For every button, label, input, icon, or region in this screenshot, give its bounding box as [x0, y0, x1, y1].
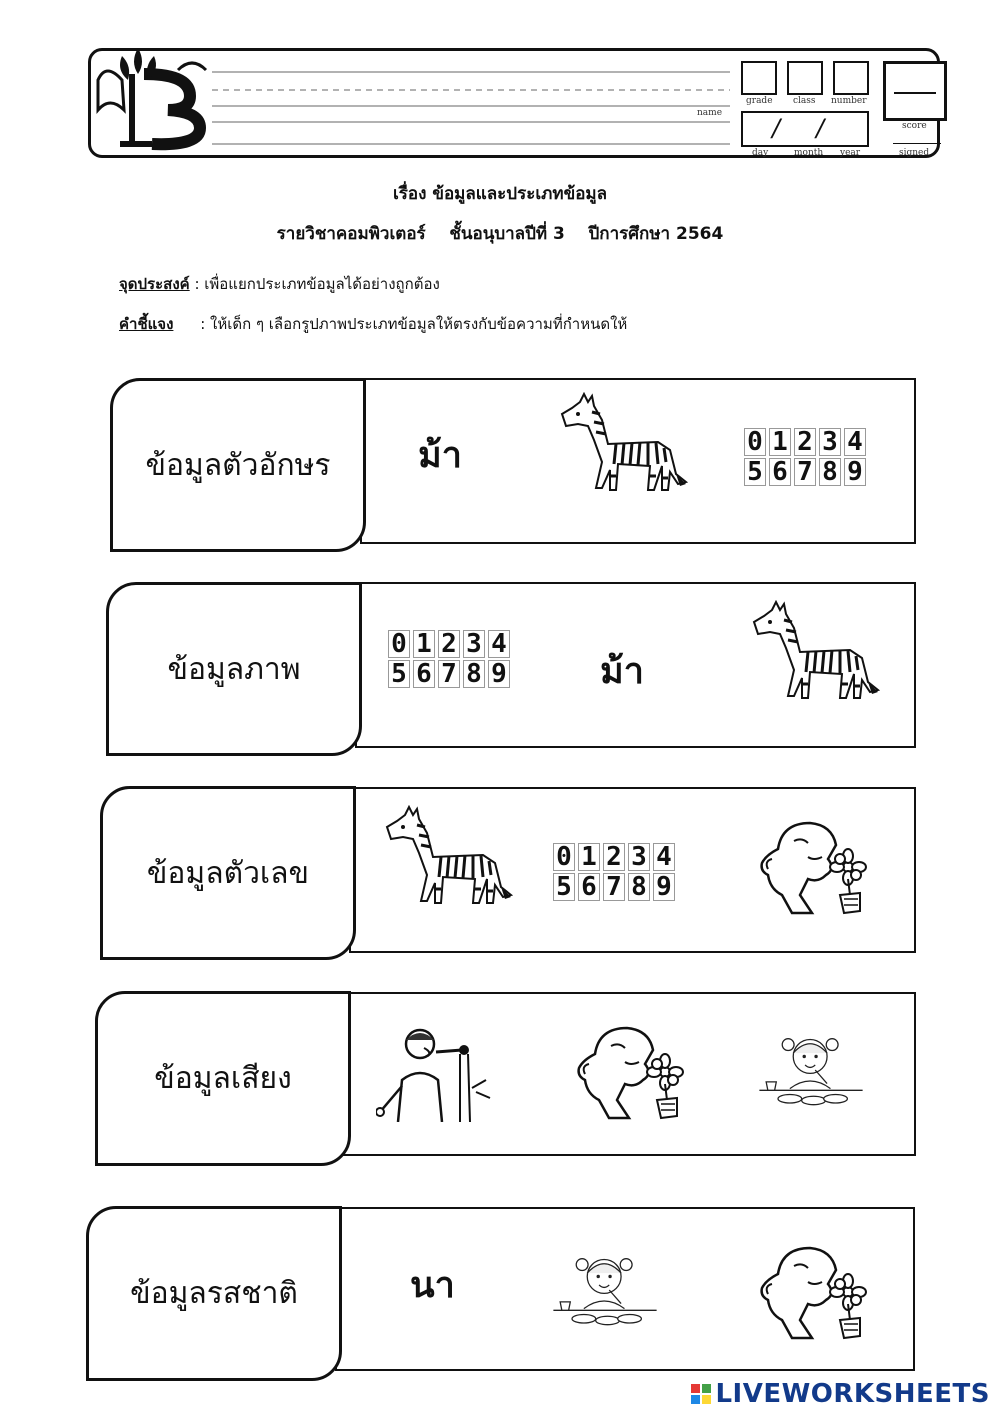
grade-box[interactable] — [741, 61, 777, 95]
worksheet-subtitle: รายวิชาคอมพิวเตอร์ ชั้นอนุบาลปีที่ 3 ปีการศึกษา 2564 — [276, 224, 724, 244]
digit: 1 — [578, 843, 600, 871]
digit: 1 — [769, 428, 791, 456]
instruction-text: : ให้เด็ก ๆ เลือกรูปภาพประเภทข้อมูลให้ตรงกับข้อความที่กำหนดให้ — [200, 315, 628, 333]
number-box[interactable] — [833, 61, 869, 95]
month-label: month — [794, 148, 824, 158]
row-2-label: ข้อมูลภาพ — [106, 582, 362, 756]
digit: 0 — [744, 428, 766, 456]
digit: 7 — [603, 873, 625, 901]
digits-icon[interactable] — [553, 843, 675, 901]
digit: 0 — [388, 630, 410, 658]
digit: 3 — [628, 843, 650, 871]
score-box[interactable] — [883, 61, 947, 121]
girl-eating-icon[interactable] — [756, 1020, 866, 1120]
zebra-icon[interactable] — [383, 805, 513, 905]
name-lines — [212, 66, 732, 146]
option-word-horse[interactable]: ม้า — [418, 435, 462, 476]
liveworksheets-watermark[interactable] — [691, 1379, 990, 1409]
digit: 8 — [628, 873, 650, 901]
class-label: class — [793, 96, 816, 106]
digit: 9 — [653, 873, 675, 901]
digit: 1 — [413, 630, 435, 658]
digit: 3 — [463, 630, 485, 658]
digit: 5 — [744, 458, 766, 486]
digit: 9 — [844, 458, 866, 486]
liveworksheets-logo-icon — [691, 1384, 711, 1404]
signed-label: signed — [899, 148, 930, 158]
class-box[interactable] — [787, 61, 823, 95]
smelling-flower-icon[interactable] — [752, 815, 882, 915]
row-3-label: ข้อมูลตัวเลข — [100, 786, 356, 960]
instruction — [119, 312, 627, 336]
grade-label: grade — [746, 96, 773, 106]
worksheet-title: เรื่อง ข้อมูลและประเภทข้อมูล — [392, 184, 608, 204]
digit: 7 — [438, 660, 460, 688]
row-1-label: ข้อมูลตัวอักษร — [110, 378, 366, 552]
digit: 6 — [413, 660, 435, 688]
digits-icon[interactable] — [388, 630, 510, 688]
digit: 2 — [794, 428, 816, 456]
girl-eating-icon[interactable] — [550, 1240, 660, 1340]
date-box[interactable] — [741, 111, 869, 147]
digit: 4 — [844, 428, 866, 456]
objective — [119, 272, 440, 296]
digit: 5 — [553, 873, 575, 901]
digit: 2 — [438, 630, 460, 658]
digit: 7 — [794, 458, 816, 486]
digit: 3 — [819, 428, 841, 456]
smelling-flower-icon[interactable] — [569, 1020, 699, 1120]
option-word-horse[interactable]: ม้า — [600, 651, 644, 692]
watermark-text: LIVEWORKSHEETS — [715, 1379, 990, 1409]
singer-icon[interactable] — [376, 1022, 506, 1122]
zebra-icon[interactable] — [750, 600, 880, 700]
instruction-label: คำชี้แจง — [119, 315, 174, 333]
digits-icon[interactable] — [744, 428, 866, 486]
school-logo-icon — [92, 40, 210, 152]
date-separator-2: / — [816, 114, 825, 142]
digit: 2 — [603, 843, 625, 871]
digit: 8 — [463, 660, 485, 688]
number-label: number — [831, 96, 867, 106]
digit: 0 — [553, 843, 575, 871]
date-separator-1: / — [772, 114, 781, 142]
digit: 4 — [653, 843, 675, 871]
name-label: name — [697, 108, 723, 118]
option-word-field[interactable]: นา — [410, 1265, 455, 1306]
score-label: score — [902, 121, 927, 131]
digit: 5 — [388, 660, 410, 688]
day-label: day — [752, 148, 769, 158]
signed-line — [893, 143, 941, 144]
zebra-icon[interactable] — [558, 392, 688, 492]
digit: 6 — [578, 873, 600, 901]
row-5-label: ข้อมูลรสชาติ — [86, 1206, 342, 1381]
digit: 4 — [488, 630, 510, 658]
digit: 8 — [819, 458, 841, 486]
smelling-flower-icon[interactable] — [752, 1240, 882, 1340]
year-label: year — [840, 148, 861, 158]
digit: 6 — [769, 458, 791, 486]
objective-label: จุดประสงค์ — [119, 275, 190, 293]
row-4-label: ข้อมูลเสียง — [95, 991, 351, 1166]
digit: 9 — [488, 660, 510, 688]
objective-text: : เพื่อแยกประเภทข้อมูลได้อย่างถูกต้อง — [189, 275, 440, 293]
